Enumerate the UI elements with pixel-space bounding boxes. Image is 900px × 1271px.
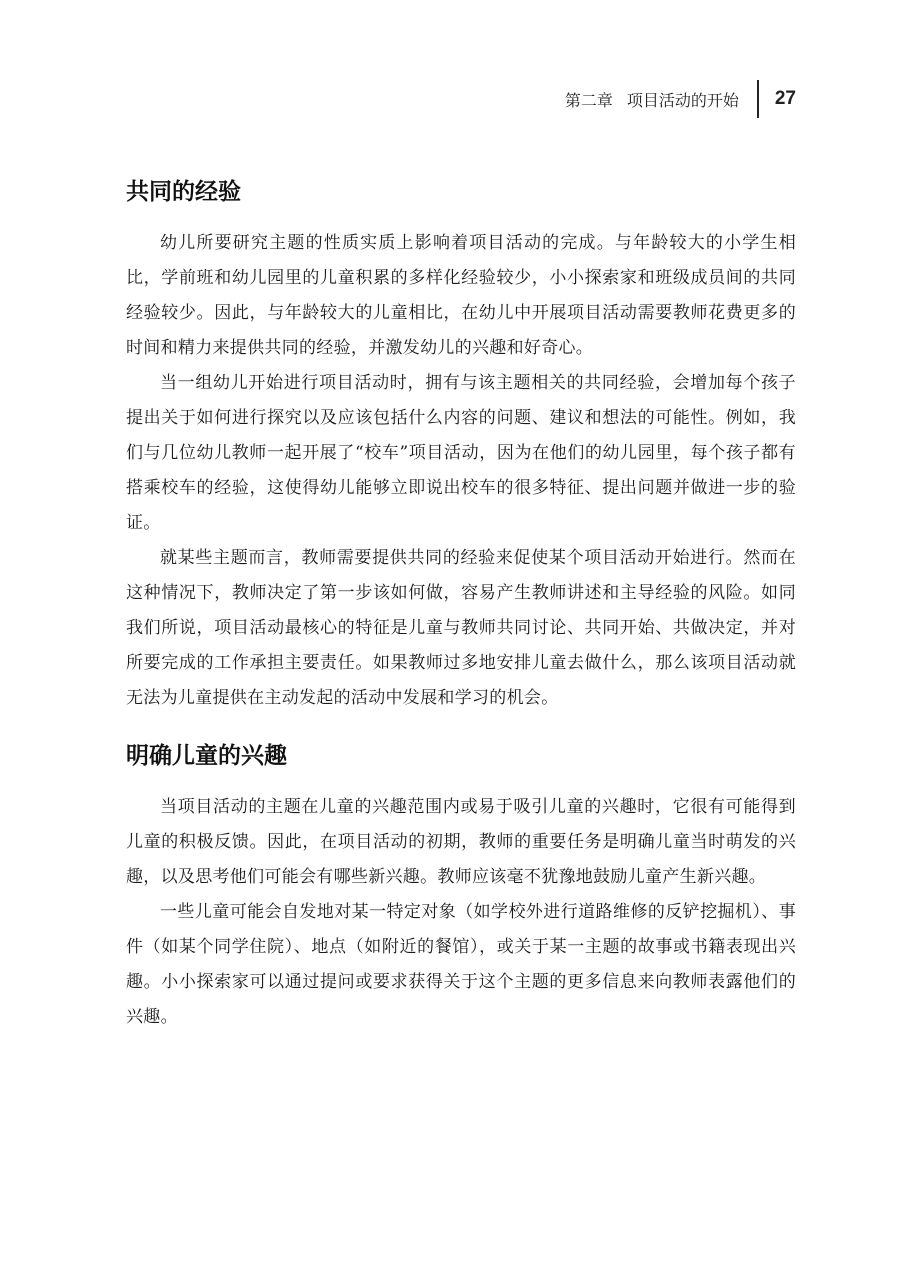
page-body — [126, 172, 796, 1035]
paragraph: 就某些主题而言，教师需要提供共同的经验来促使某个项目活动开始进行。然而在这种情况下，教师决定了第一步该如何做，容易产生教师讲述和主导经验的风险。如同我们所说，项目活动最核心的特征是儿童与教师共同讨论、共同开始、共做决定，并对所要完成的工作承担主要责任。如果教师过多地安排儿童去做什么，那么该项目活动就无法为儿童提供在主动发起的活动中发展和学习的机会。 — [126, 548, 796, 708]
chapter-number: 第二章 — [564, 90, 613, 110]
running-header — [565, 80, 796, 118]
paragraph: 一些儿童可能会自发地对某一特定对象（如学校外进行道路维修的反铲挖掘机）、事件（如某个同学住院）、地点（如附近的餐馆），或关于某一主题的故事或书籍表现出兴趣。小小探索家可以通过提问或要求获得关于这个主题的更多信息来向教师表露他们的兴趣。 — [126, 902, 796, 1027]
page-number: 27 — [774, 88, 796, 109]
paragraph: 幼儿所要研究主题的性质实质上影响着项目活动的完成。与年龄较大的小学生相比，学前班和幼儿园里的儿童积累的多样化经验较少，小小探索家和班级成员间的共同经验较少。因此，与年龄较大的儿童相比，在幼儿中开展项目活动需要教师花费更多的时间和精力来提供共同的经验，并激发幼儿的兴趣和好奇心。 — [126, 233, 796, 358]
chapter-label — [565, 88, 739, 111]
paragraph: 当项目活动的主题在儿童的兴趣范围内或易于吸引儿童的兴趣时，它很有可能得到儿童的积极反馈。因此，在项目活动的初期，教师的重要任务是明确儿童当时萌发的兴趣，以及思考他们可能会有哪些新兴趣。教师应该毫不犹豫地鼓励儿童产生新兴趣。 — [126, 797, 796, 887]
paragraph: 当一组幼儿开始进行项目活动时，拥有与该主题相关的共同经验，会增加每个孩子提出关于如何进行探究以及应该包括什么内容的问题、建议和想法的可能性。例如，我们与几位幼儿教师一起开展了“校车”项目活动，因为在他们的幼儿园里，每个孩子都有搭乘校车的经验，这使得幼儿能够立即说出校车的很多特征、提出问题并做进一步的验证。 — [126, 373, 796, 533]
chapter-title: 项目活动的开始 — [626, 90, 739, 110]
section-heading-shared-experience: 共同的经验 — [126, 179, 241, 205]
section-heading-identify-interests: 明确儿童的兴趣 — [126, 743, 287, 769]
header-divider — [757, 80, 759, 118]
